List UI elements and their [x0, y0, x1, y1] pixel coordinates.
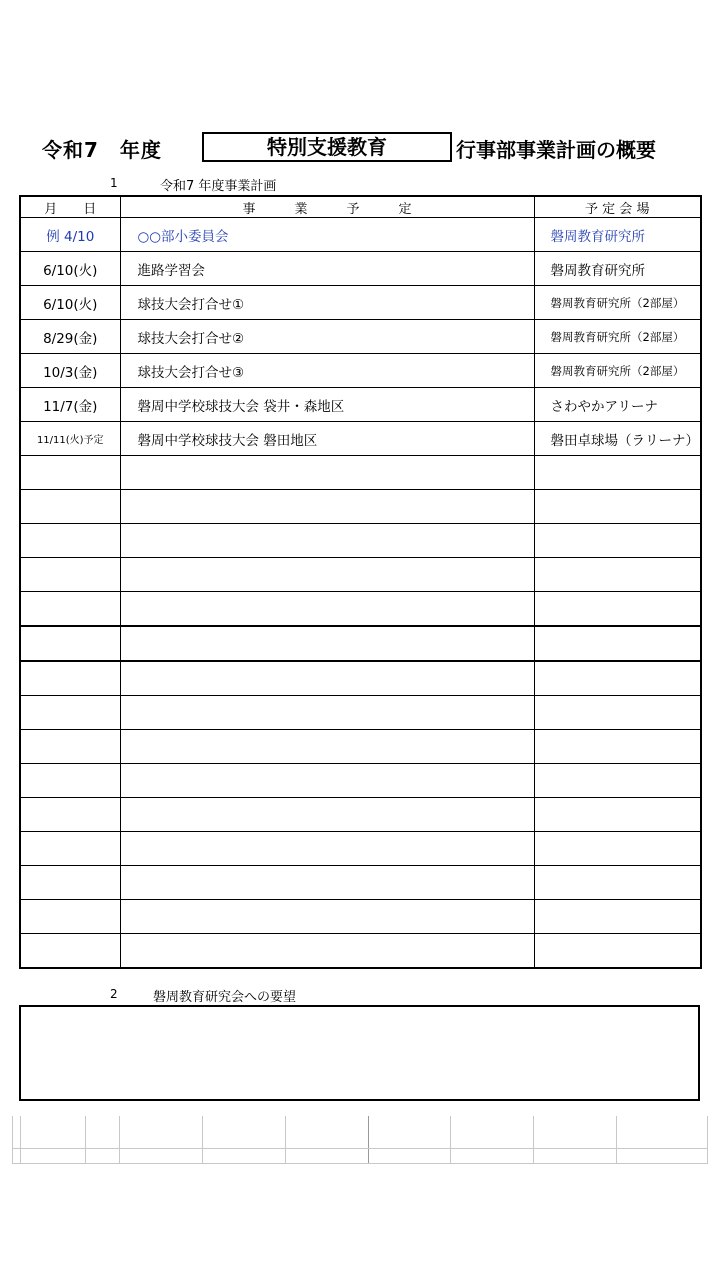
empty-venue-cell	[534, 866, 701, 900]
empty-event-cell	[120, 696, 534, 730]
empty-venue-cell	[534, 696, 701, 730]
title-department-box: 特別支援教育	[202, 132, 452, 162]
empty-event-cell	[120, 592, 534, 627]
row-venue: 磐周教育研究所	[534, 218, 701, 252]
empty-event-cell	[120, 730, 534, 764]
empty-table-row	[20, 798, 701, 832]
row-date: 10/3(金)	[20, 354, 120, 388]
title-row	[0, 132, 720, 162]
empty-event-cell	[120, 900, 534, 934]
empty-event-cell	[120, 456, 534, 490]
row-event: 球技大会打合せ②	[120, 320, 534, 354]
empty-date-cell	[20, 558, 120, 592]
empty-date-cell	[20, 661, 120, 696]
title-suffix: 行事部事業計画の概要	[456, 138, 656, 162]
empty-date-cell	[20, 592, 120, 627]
empty-date-cell	[20, 934, 120, 969]
row-event: 球技大会打合せ①	[120, 286, 534, 320]
empty-venue-cell	[534, 490, 701, 524]
row-venue: 磐周教育研究所（2部屋）	[534, 320, 701, 354]
empty-table-row	[20, 626, 701, 661]
empty-table-row	[20, 764, 701, 798]
row-venue: さわやかアリーナ	[534, 388, 701, 422]
empty-table-row	[20, 934, 701, 969]
empty-event-cell	[120, 764, 534, 798]
row-date: 8/29(金)	[20, 320, 120, 354]
empty-event-cell	[120, 798, 534, 832]
empty-venue-cell	[534, 730, 701, 764]
row-event: 球技大会打合せ③	[120, 354, 534, 388]
empty-date-cell	[20, 730, 120, 764]
row-venue: 磐周教育研究所（2部屋）	[534, 354, 701, 388]
empty-table-row	[20, 730, 701, 764]
empty-date-cell	[20, 900, 120, 934]
empty-table-row	[20, 661, 701, 696]
empty-venue-cell	[534, 764, 701, 798]
row-event: 進路学習会	[120, 252, 534, 286]
section1-label: 令和7 年度事業計画	[160, 179, 277, 194]
empty-venue-cell	[534, 900, 701, 934]
empty-venue-cell	[534, 456, 701, 490]
spreadsheet-grid-fragment	[12, 1116, 708, 1166]
request-input-box[interactable]	[19, 1005, 700, 1101]
empty-venue-cell	[534, 626, 701, 661]
empty-event-cell	[120, 866, 534, 900]
section1-number: 1	[110, 176, 118, 190]
empty-venue-cell	[534, 592, 701, 627]
empty-table-row	[20, 558, 701, 592]
empty-table-row	[20, 592, 701, 627]
empty-date-cell	[20, 798, 120, 832]
row-event: ○○部小委員会	[120, 218, 534, 252]
row-date: 例 4/10	[20, 218, 120, 252]
empty-date-cell	[20, 626, 120, 661]
header-date: 月 日	[20, 196, 120, 218]
row-date: 11/7(金)	[20, 388, 120, 422]
table-row	[20, 354, 701, 388]
header-event: 事 業 予 定	[120, 196, 534, 218]
empty-event-cell	[120, 490, 534, 524]
empty-venue-cell	[534, 661, 701, 696]
empty-venue-cell	[534, 934, 701, 969]
empty-date-cell	[20, 696, 120, 730]
header-venue: 予 定 会 場	[534, 196, 701, 218]
section2-number: 2	[110, 987, 118, 1001]
row-venue: 磐周教育研究所（2部屋）	[534, 286, 701, 320]
empty-venue-cell	[534, 524, 701, 558]
empty-date-cell	[20, 524, 120, 558]
schedule-table	[19, 195, 702, 969]
table-row	[20, 286, 701, 320]
empty-event-cell	[120, 832, 534, 866]
empty-table-row	[20, 832, 701, 866]
empty-event-cell	[120, 524, 534, 558]
empty-event-cell	[120, 661, 534, 696]
empty-table-row	[20, 866, 701, 900]
empty-venue-cell	[534, 798, 701, 832]
empty-table-row	[20, 490, 701, 524]
empty-table-row	[20, 524, 701, 558]
empty-date-cell	[20, 832, 120, 866]
row-date: 6/10(火)	[20, 252, 120, 286]
empty-date-cell	[20, 490, 120, 524]
row-date: 11/11(火)予定	[20, 422, 120, 456]
empty-venue-cell	[534, 832, 701, 866]
empty-table-row	[20, 696, 701, 730]
row-date: 6/10(火)	[20, 286, 120, 320]
empty-venue-cell	[534, 558, 701, 592]
row-venue: 磐田卓球場（ラリーナ）	[534, 422, 701, 456]
row-venue: 磐周教育研究所	[534, 252, 701, 286]
table-row	[20, 320, 701, 354]
table-row	[20, 218, 701, 252]
empty-date-cell	[20, 764, 120, 798]
empty-event-cell	[120, 934, 534, 969]
section2-label: 磐周教育研究会への要望	[153, 990, 297, 1005]
row-event: 磐周中学校球技大会 袋井・森地区	[120, 388, 534, 422]
row-event: 磐周中学校球技大会 磐田地区	[120, 422, 534, 456]
empty-table-row	[20, 900, 701, 934]
empty-date-cell	[20, 456, 120, 490]
empty-date-cell	[20, 866, 120, 900]
empty-event-cell	[120, 626, 534, 661]
table-header-row	[20, 196, 701, 218]
empty-table-row	[20, 456, 701, 490]
title-year: 令和7 年度	[42, 138, 162, 162]
table-row	[20, 252, 701, 286]
table-row	[20, 388, 701, 422]
table-row	[20, 422, 701, 456]
empty-event-cell	[120, 558, 534, 592]
